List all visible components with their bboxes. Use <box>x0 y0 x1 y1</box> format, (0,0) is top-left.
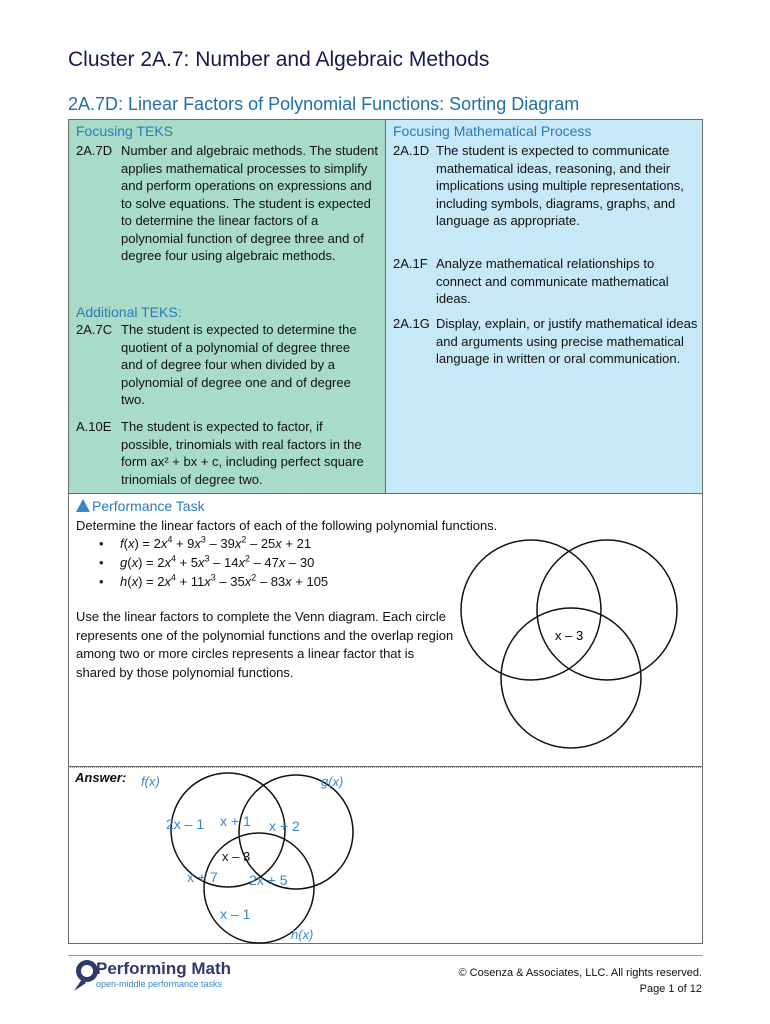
venn-center-label: x – 3 <box>555 628 584 643</box>
venn-diagram <box>449 522 699 766</box>
factor-g-only: x + 2 <box>269 818 300 834</box>
label-g: g(x) <box>321 774 344 789</box>
process-text: The student is expected to communicate mathematical ideas, reasoning, and their implications using multiple representations, including symbols, diagrams, graphs, and language as appropriate. <box>436 143 684 228</box>
factor-gh: 2x + 5 <box>249 872 288 888</box>
process-code: 2A.1F <box>393 256 428 271</box>
performance-task-panel: Performance Task Determine the linear factors of each of the following polynomial functions. • $f(x) = 2x^4 + 9x^3 - 39x^2 - 25x + 21$ • $g(x) = 2x^4 + 5x^3 - 14x^2 - 47x - 30$ • $h(x) = 2x^4 + 11x^3 - 35x^2 - 83x + 105$ Use the linear factors to complete the Venn diagram. Each circle represents one of the polynomial functions and the overlap region among two or more circles represents a linear factor that is shared by those polynomial functions. x – 3 <box>68 494 703 767</box>
footer-divider <box>68 955 703 956</box>
logo-text: Performing Math <box>96 959 232 978</box>
teks-code: 2A.7C <box>76 322 113 337</box>
teks-text: The student is expected to factor, if possible, trinomials with real factors in the form ax² + bx + c, including perfect square trinomials of degree two. <box>121 419 364 487</box>
bullet-icon: • <box>99 536 104 551</box>
teks-text: Number and algebraic methods. The student applies mathematical processes to simplify and perform operations on expressions and to solve equations. The student is expected to determine the linear factors of a polynomial function of degree three and of degree four using algebraic methods. <box>121 143 379 263</box>
process-item <box>393 255 698 310</box>
page-subtitle: 2A.7D: Linear Factors of Polynomial Functions: Sorting Diagram <box>68 94 580 114</box>
venn-circle-g <box>537 540 677 680</box>
process-item <box>393 315 698 390</box>
performance-task-heading: Performance Task <box>92 498 205 514</box>
factor-fg: x + 1 <box>220 813 251 829</box>
teks-item <box>76 321 379 416</box>
teks-text: The student is expected to determine the quotient of a polynomial of degree three and of degree four when divided by a polynomial of degree one and of degree two. <box>121 322 357 407</box>
process-code: 2A.1G <box>393 316 430 331</box>
copyright-text: © Cosenza & Associates, LLC. All rights reserved. <box>458 967 702 979</box>
focusing-process-heading: Focusing Mathematical Process <box>393 123 592 139</box>
process-item <box>393 142 698 252</box>
label-f: f(x) <box>141 774 160 789</box>
logo-tagline: open-middle performance tasks <box>96 979 223 989</box>
page-number: Page 1 of 12 <box>639 983 702 995</box>
task-instructions: Use the linear factors to complete the Venn diagram. Each circle represents one of the polynomial functions and the overlap region among two or more circles represents a linear factor that is shared by those polynomial functions. <box>76 609 454 680</box>
process-code: 2A.1D <box>393 143 430 158</box>
factor-h-only: x – 1 <box>220 906 251 922</box>
bullet-icon: • <box>99 555 104 570</box>
teks-code: A.10E <box>76 419 112 434</box>
process-text: Analyze mathematical relationships to connect and communicate mathematical ideas. <box>436 256 669 306</box>
focusing-teks-heading: Focusing TEKS <box>76 123 174 139</box>
page-title: Cluster 2A.7: Number and Algebraic Methods <box>68 48 490 71</box>
answer-label: Answer: <box>75 770 127 785</box>
venn-circle-f <box>461 540 601 680</box>
triangle-icon <box>75 498 91 513</box>
factor-fh: x + 7 <box>187 869 218 885</box>
answer-panel <box>68 767 703 944</box>
factor-fgh: x – 3 <box>222 849 251 864</box>
teks-code: 2A.7D <box>76 143 113 158</box>
teks-item <box>76 418 379 493</box>
label-h: h(x) <box>291 927 314 942</box>
factor-f-only: 2x – 1 <box>166 816 205 832</box>
focusing-process-panel <box>385 119 703 494</box>
focusing-teks-panel <box>68 119 385 494</box>
additional-teks-heading: Additional TEKS: <box>76 304 182 320</box>
answer-venn-diagram <box>129 768 429 944</box>
teks-item <box>76 142 379 307</box>
process-text: Display, explain, or justify mathematical ideas and arguments using precise mathematical language in written or oral communication. <box>436 316 698 366</box>
bullet-icon: • <box>99 574 104 589</box>
task-intro: Determine the linear factors of each of the following polynomial functions. <box>76 518 498 533</box>
